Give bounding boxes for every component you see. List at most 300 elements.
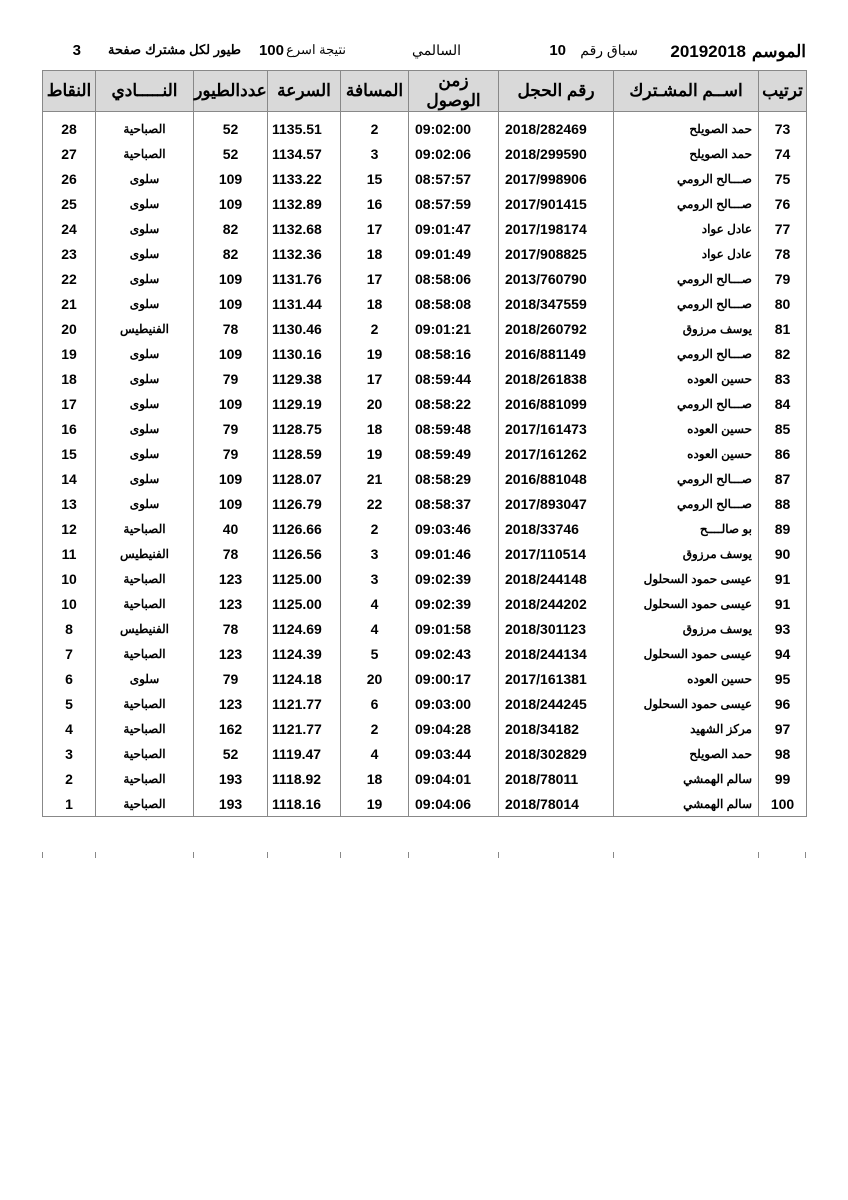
table-row — [43, 291, 807, 316]
cell-ring: 2017/198174 — [499, 216, 614, 241]
cell-points: 8 — [43, 616, 96, 641]
cell-time: 09:04:06 — [409, 791, 499, 817]
cell-name: صـــالح الرومي — [614, 291, 759, 316]
cell-points: 14 — [43, 466, 96, 491]
cell-time: 08:57:59 — [409, 191, 499, 216]
cell-speed: 1130.46 — [268, 316, 341, 341]
cell-points: 28 — [43, 116, 96, 141]
cell-name: سالم الهمشي — [614, 766, 759, 791]
cell-name: عيسى حمود السحلول — [614, 566, 759, 591]
cell-rank: 93 — [759, 616, 807, 641]
cell-distance: 20 — [341, 391, 409, 416]
col-header-rank: ترتيب — [759, 71, 807, 112]
table-row — [43, 766, 807, 791]
table-row — [43, 716, 807, 741]
cell-distance: 21 — [341, 466, 409, 491]
cell-time: 09:01:49 — [409, 241, 499, 266]
cell-club: سلوى — [96, 466, 194, 491]
cell-time: 08:58:37 — [409, 491, 499, 516]
cell-speed: 1119.47 — [268, 741, 341, 766]
results-table — [42, 70, 807, 817]
cell-points: 4 — [43, 716, 96, 741]
cell-birds: 123 — [194, 566, 268, 591]
cell-distance: 6 — [341, 691, 409, 716]
cell-club: سلوى — [96, 291, 194, 316]
cell-rank: 99 — [759, 766, 807, 791]
cell-ring: 2017/161262 — [499, 441, 614, 466]
table-row — [43, 116, 807, 141]
cell-time: 09:01:21 — [409, 316, 499, 341]
cell-name: عيسى حمود السحلول — [614, 641, 759, 666]
cell-birds: 79 — [194, 366, 268, 391]
table-row — [43, 166, 807, 191]
cell-distance: 17 — [341, 216, 409, 241]
col-header-speed: السرعة — [268, 71, 341, 112]
table-row — [43, 216, 807, 241]
cell-rank: 81 — [759, 316, 807, 341]
cell-birds: 193 — [194, 766, 268, 791]
cell-speed: 1133.22 — [268, 166, 341, 191]
cell-ring: 2018/244245 — [499, 691, 614, 716]
cell-rank: 77 — [759, 216, 807, 241]
cell-speed: 1132.68 — [268, 216, 341, 241]
cell-time: 08:58:06 — [409, 266, 499, 291]
cell-ring: 2018/302829 — [499, 741, 614, 766]
col-header-ring: رقم الحجل — [499, 71, 614, 112]
cell-ring: 2016/881149 — [499, 341, 614, 366]
cell-time: 09:01:58 — [409, 616, 499, 641]
cell-time: 09:03:46 — [409, 516, 499, 541]
cell-time: 08:59:49 — [409, 441, 499, 466]
cell-name: عيسى حمود السحلول — [614, 691, 759, 716]
cell-club: الصباحية — [96, 516, 194, 541]
cell-rank: 98 — [759, 741, 807, 766]
cell-club: الصباحية — [96, 691, 194, 716]
cell-speed: 1125.00 — [268, 591, 341, 616]
cell-points: 25 — [43, 191, 96, 216]
cell-speed: 1118.16 — [268, 791, 341, 817]
table-row — [43, 416, 807, 441]
cell-time: 09:03:00 — [409, 691, 499, 716]
cell-name: يوسف مرزوق — [614, 616, 759, 641]
cell-points: 2 — [43, 766, 96, 791]
col-header-points: النقاط — [43, 71, 96, 112]
cell-ring: 2018/261838 — [499, 366, 614, 391]
cell-time: 09:02:00 — [409, 116, 499, 141]
result-label: نتيجة اسرع — [286, 42, 346, 57]
race-label: سباق رقم — [580, 42, 638, 58]
cell-birds: 52 — [194, 116, 268, 141]
cell-birds: 79 — [194, 416, 268, 441]
table-row — [43, 791, 807, 817]
cell-rank: 90 — [759, 541, 807, 566]
table-row — [43, 516, 807, 541]
cell-rank: 94 — [759, 641, 807, 666]
cell-distance: 3 — [341, 141, 409, 166]
cell-points: 20 — [43, 316, 96, 341]
cell-distance: 19 — [341, 441, 409, 466]
cell-birds: 123 — [194, 591, 268, 616]
cell-time: 08:58:22 — [409, 391, 499, 416]
table-row — [43, 541, 807, 566]
cell-speed: 1132.89 — [268, 191, 341, 216]
cell-rank: 97 — [759, 716, 807, 741]
cell-club: الصباحية — [96, 116, 194, 141]
cell-speed: 1130.16 — [268, 341, 341, 366]
cell-points: 12 — [43, 516, 96, 541]
cell-club: الصباحية — [96, 641, 194, 666]
cell-birds: 109 — [194, 166, 268, 191]
table-row — [43, 466, 807, 491]
cell-rank: 89 — [759, 516, 807, 541]
cell-distance: 4 — [341, 741, 409, 766]
cell-distance: 2 — [341, 716, 409, 741]
table-row — [43, 666, 807, 691]
cell-ring: 2017/110514 — [499, 541, 614, 566]
table-row — [43, 316, 807, 341]
cell-name: عادل عواد — [614, 216, 759, 241]
cell-points: 18 — [43, 366, 96, 391]
cell-time: 09:03:44 — [409, 741, 499, 766]
cell-birds: 123 — [194, 691, 268, 716]
cell-ring: 2018/244202 — [499, 591, 614, 616]
cell-points: 11 — [43, 541, 96, 566]
cell-club: سلوى — [96, 166, 194, 191]
cell-points: 23 — [43, 241, 96, 266]
cell-club: الصباحية — [96, 791, 194, 817]
cell-distance: 2 — [341, 316, 409, 341]
table-row — [43, 741, 807, 766]
cell-distance: 15 — [341, 166, 409, 191]
cell-club: سلوى — [96, 191, 194, 216]
cell-time: 09:00:17 — [409, 666, 499, 691]
birds-count: 100 — [258, 42, 284, 59]
table-row — [43, 191, 807, 216]
cell-club: الصباحية — [96, 766, 194, 791]
cell-birds: 78 — [194, 316, 268, 341]
table-row — [43, 266, 807, 291]
cell-points: 16 — [43, 416, 96, 441]
cell-name: صـــالح الرومي — [614, 391, 759, 416]
cell-speed: 1126.66 — [268, 516, 341, 541]
cell-distance: 3 — [341, 566, 409, 591]
cell-time: 09:04:28 — [409, 716, 499, 741]
cell-time: 09:01:46 — [409, 541, 499, 566]
cell-ring: 2018/244134 — [499, 641, 614, 666]
table-row — [43, 341, 807, 366]
table-row — [43, 491, 807, 516]
cell-points: 15 — [43, 441, 96, 466]
table-row — [43, 391, 807, 416]
cell-distance: 20 — [341, 666, 409, 691]
cell-birds: 109 — [194, 391, 268, 416]
cell-ring: 2018/244148 — [499, 566, 614, 591]
cell-birds: 109 — [194, 491, 268, 516]
cell-club: سلوى — [96, 366, 194, 391]
cell-club: الصباحية — [96, 566, 194, 591]
table-header-row — [43, 71, 807, 112]
cell-distance: 16 — [341, 191, 409, 216]
cell-distance: 18 — [341, 766, 409, 791]
cell-speed: 1121.77 — [268, 691, 341, 716]
col-header-club: النـــــادي — [96, 71, 194, 112]
cell-club: سلوى — [96, 391, 194, 416]
cell-birds: 82 — [194, 216, 268, 241]
cell-birds: 109 — [194, 291, 268, 316]
cell-name: حمد الصويلح — [614, 116, 759, 141]
cell-speed: 1134.57 — [268, 141, 341, 166]
cell-distance: 4 — [341, 591, 409, 616]
cell-name: صـــالح الرومي — [614, 341, 759, 366]
cell-distance: 18 — [341, 291, 409, 316]
cell-rank: 75 — [759, 166, 807, 191]
birds-label: طيور لكل مشترك — [145, 42, 241, 57]
page-number: 3 — [72, 42, 81, 59]
cell-name: مركز الشهيد — [614, 716, 759, 741]
col-header-birds: عددالطيور — [194, 71, 268, 112]
cell-points: 1 — [43, 791, 96, 817]
season-label: الموسم — [751, 42, 806, 61]
col-header-distance: المسافة — [341, 71, 409, 112]
cell-ring: 2017/893047 — [499, 491, 614, 516]
table-row — [43, 241, 807, 266]
cell-speed: 1132.36 — [268, 241, 341, 266]
cell-ring: 2017/161381 — [499, 666, 614, 691]
cell-speed: 1128.59 — [268, 441, 341, 466]
cell-birds: 78 — [194, 616, 268, 641]
cell-birds: 78 — [194, 541, 268, 566]
cell-club: الصباحية — [96, 716, 194, 741]
cell-time: 08:58:29 — [409, 466, 499, 491]
cell-ring: 2016/881048 — [499, 466, 614, 491]
table-row — [43, 591, 807, 616]
cell-birds: 193 — [194, 791, 268, 817]
cell-club: سلوى — [96, 441, 194, 466]
cell-speed: 1131.76 — [268, 266, 341, 291]
cell-time: 09:02:39 — [409, 566, 499, 591]
cell-rank: 80 — [759, 291, 807, 316]
cell-speed: 1124.39 — [268, 641, 341, 666]
cell-distance: 18 — [341, 241, 409, 266]
cell-rank: 82 — [759, 341, 807, 366]
cell-name: حسين العوده — [614, 441, 759, 466]
cell-name: عادل عواد — [614, 241, 759, 266]
cell-ring: 2017/908825 — [499, 241, 614, 266]
cell-club: سلوى — [96, 216, 194, 241]
cell-distance: 4 — [341, 616, 409, 641]
cell-points: 27 — [43, 141, 96, 166]
cell-name: صـــالح الرومي — [614, 191, 759, 216]
cell-ring: 2018/33746 — [499, 516, 614, 541]
cell-birds: 109 — [194, 266, 268, 291]
cell-birds: 162 — [194, 716, 268, 741]
cell-time: 09:02:39 — [409, 591, 499, 616]
cell-name: بو صالــــح — [614, 516, 759, 541]
cell-distance: 3 — [341, 541, 409, 566]
cell-rank: 88 — [759, 491, 807, 516]
cell-time: 09:02:06 — [409, 141, 499, 166]
cell-distance: 2 — [341, 116, 409, 141]
cell-rank: 78 — [759, 241, 807, 266]
cell-club: سلوى — [96, 416, 194, 441]
cell-speed: 1131.44 — [268, 291, 341, 316]
table-row — [43, 566, 807, 591]
cell-distance: 22 — [341, 491, 409, 516]
cell-time: 09:02:43 — [409, 641, 499, 666]
cell-club: الفنيطيس — [96, 616, 194, 641]
cell-ring: 2016/881099 — [499, 391, 614, 416]
cell-rank: 85 — [759, 416, 807, 441]
cell-points: 17 — [43, 391, 96, 416]
cell-club: الفنيطيس — [96, 541, 194, 566]
cell-name: سالم الهمشي — [614, 791, 759, 817]
cell-points: 13 — [43, 491, 96, 516]
cell-rank: 84 — [759, 391, 807, 416]
cell-birds: 109 — [194, 341, 268, 366]
cell-ring: 2018/282469 — [499, 116, 614, 141]
cell-time: 09:01:47 — [409, 216, 499, 241]
cell-ring: 2018/260792 — [499, 316, 614, 341]
cell-distance: 2 — [341, 516, 409, 541]
table-row — [43, 641, 807, 666]
table-row — [43, 141, 807, 166]
cell-speed: 1121.77 — [268, 716, 341, 741]
cell-club: سلوى — [96, 341, 194, 366]
cell-birds: 52 — [194, 741, 268, 766]
cell-points: 10 — [43, 591, 96, 616]
cell-time: 08:58:08 — [409, 291, 499, 316]
cell-name: صـــالح الرومي — [614, 266, 759, 291]
cell-ring: 2018/347559 — [499, 291, 614, 316]
cell-distance: 5 — [341, 641, 409, 666]
cell-club: الفنيطيس — [96, 316, 194, 341]
cell-name: صـــالح الرومي — [614, 466, 759, 491]
cell-points: 6 — [43, 666, 96, 691]
cell-rank: 74 — [759, 141, 807, 166]
cell-ring: 2018/34182 — [499, 716, 614, 741]
table-row — [43, 616, 807, 641]
cell-club: سلوى — [96, 241, 194, 266]
cell-rank: 87 — [759, 466, 807, 491]
cell-name: حسين العوده — [614, 666, 759, 691]
cell-ring: 2013/760790 — [499, 266, 614, 291]
cell-speed: 1124.69 — [268, 616, 341, 641]
cell-time: 08:59:44 — [409, 366, 499, 391]
footer-ticks — [42, 852, 806, 858]
cell-rank: 96 — [759, 691, 807, 716]
cell-points: 22 — [43, 266, 96, 291]
cell-name: عيسى حمود السحلول — [614, 591, 759, 616]
cell-name: يوسف مرزوق — [614, 541, 759, 566]
cell-rank: 86 — [759, 441, 807, 466]
cell-distance: 19 — [341, 341, 409, 366]
cell-speed: 1118.92 — [268, 766, 341, 791]
cell-speed: 1126.79 — [268, 491, 341, 516]
cell-ring: 2018/299590 — [499, 141, 614, 166]
cell-name: حسين العوده — [614, 416, 759, 441]
cell-birds: 79 — [194, 666, 268, 691]
cell-points: 21 — [43, 291, 96, 316]
cell-speed: 1129.19 — [268, 391, 341, 416]
cell-distance: 17 — [341, 266, 409, 291]
cell-speed: 1128.07 — [268, 466, 341, 491]
cell-birds: 40 — [194, 516, 268, 541]
cell-birds: 109 — [194, 191, 268, 216]
cell-ring: 2018/301123 — [499, 616, 614, 641]
cell-club: الصباحية — [96, 741, 194, 766]
cell-ring: 2018/78014 — [499, 791, 614, 817]
cell-points: 7 — [43, 641, 96, 666]
report-header — [42, 42, 806, 64]
cell-speed: 1124.18 — [268, 666, 341, 691]
cell-time: 09:04:01 — [409, 766, 499, 791]
cell-speed: 1128.75 — [268, 416, 341, 441]
cell-time: 08:57:57 — [409, 166, 499, 191]
cell-ring: 2017/901415 — [499, 191, 614, 216]
cell-club: سلوى — [96, 491, 194, 516]
cell-name: صـــالح الرومي — [614, 166, 759, 191]
cell-name: صـــالح الرومي — [614, 491, 759, 516]
cell-name: حمد الصويلح — [614, 741, 759, 766]
cell-name: حسين العوده — [614, 366, 759, 391]
cell-speed: 1125.00 — [268, 566, 341, 591]
cell-points: 5 — [43, 691, 96, 716]
table-row — [43, 441, 807, 466]
cell-distance: 18 — [341, 416, 409, 441]
col-header-name: اســم المشـترك — [614, 71, 759, 112]
cell-rank: 79 — [759, 266, 807, 291]
cell-time: 08:58:16 — [409, 341, 499, 366]
race-number: 10 — [549, 42, 566, 59]
cell-speed: 1135.51 — [268, 116, 341, 141]
cell-birds: 52 — [194, 141, 268, 166]
cell-rank: 76 — [759, 191, 807, 216]
cell-name: حمد الصويلح — [614, 141, 759, 166]
cell-rank: 83 — [759, 366, 807, 391]
cell-ring: 2018/78011 — [499, 766, 614, 791]
cell-rank: 91 — [759, 566, 807, 591]
cell-birds: 82 — [194, 241, 268, 266]
cell-rank: 95 — [759, 666, 807, 691]
cell-rank: 91 — [759, 591, 807, 616]
cell-name: يوسف مرزوق — [614, 316, 759, 341]
race-location: السالمي — [412, 42, 461, 58]
cell-club: الصباحية — [96, 591, 194, 616]
cell-ring: 2017/998906 — [499, 166, 614, 191]
cell-time: 08:59:48 — [409, 416, 499, 441]
cell-ring: 2017/161473 — [499, 416, 614, 441]
cell-points: 19 — [43, 341, 96, 366]
cell-rank: 73 — [759, 116, 807, 141]
season-value: 20192018 — [670, 42, 746, 61]
cell-birds: 109 — [194, 466, 268, 491]
cell-club: سلوى — [96, 666, 194, 691]
cell-speed: 1126.56 — [268, 541, 341, 566]
cell-points: 24 — [43, 216, 96, 241]
table-row — [43, 691, 807, 716]
cell-rank: 100 — [759, 791, 807, 817]
cell-birds: 123 — [194, 641, 268, 666]
cell-club: الصباحية — [96, 141, 194, 166]
table-row — [43, 366, 807, 391]
cell-points: 26 — [43, 166, 96, 191]
cell-points: 10 — [43, 566, 96, 591]
cell-club: سلوى — [96, 266, 194, 291]
cell-points: 3 — [43, 741, 96, 766]
col-header-time: زمن الوصول — [409, 71, 499, 112]
cell-distance: 19 — [341, 791, 409, 817]
page-label: صفحة — [108, 42, 141, 57]
